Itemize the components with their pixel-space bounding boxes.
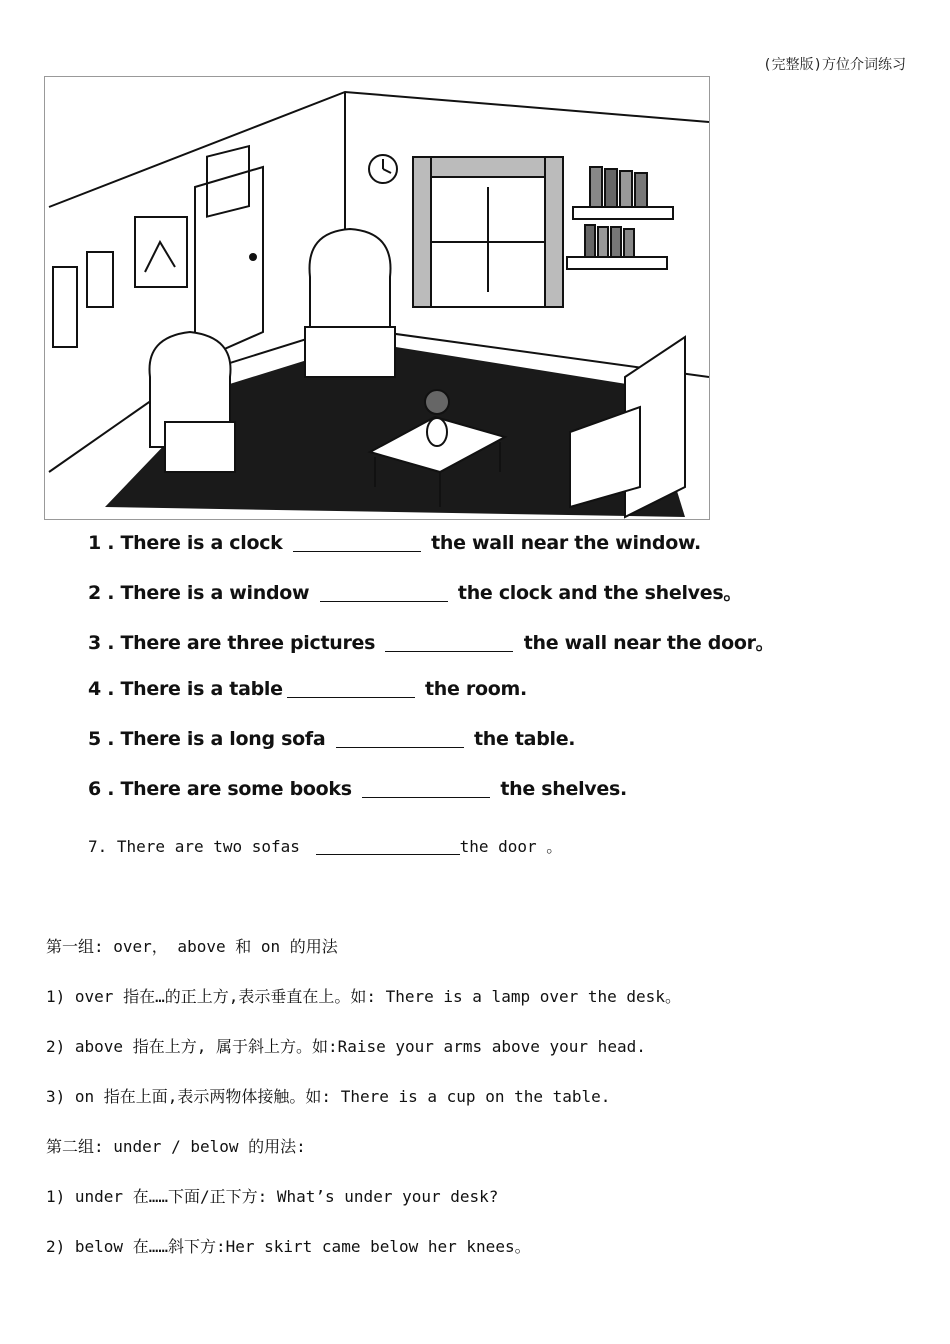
answer-blank[interactable]: [362, 796, 490, 798]
page-header: (完整版)方位介词练习: [763, 57, 906, 73]
answer-blank[interactable]: [287, 696, 415, 698]
answer-blank[interactable]: [293, 550, 421, 552]
note-group-1-title: 第一组: over， above 和 on 的用法: [46, 937, 338, 956]
note-above: 2) above 指在上方, 属于斜上方。如:Raise your arms above your head.: [46, 1037, 646, 1056]
door: [195, 146, 263, 362]
note-below: 2) below 在……斜下方:Her skirt came below her knees。: [46, 1237, 531, 1256]
shelves: [567, 167, 673, 269]
answer-blank[interactable]: [316, 853, 460, 855]
window: [413, 157, 563, 307]
question-5: 5 . There is a long sofa the table.: [88, 728, 576, 750]
answer-blank[interactable]: [320, 600, 448, 602]
clock: [369, 155, 397, 183]
long-sofa: [570, 337, 685, 517]
question-4: 4 . There is a table the room.: [88, 678, 527, 700]
answer-blank[interactable]: [385, 650, 513, 652]
question-1: 1 . There is a clock the wall near the window.: [88, 532, 701, 554]
answer-blank[interactable]: [336, 746, 464, 748]
wall-pictures: [53, 217, 187, 347]
note-over: 1) over 指在…的正上方,表示垂直在上。如: There is a lamp over the desk。: [46, 987, 681, 1006]
note-group-2-title: 第二组: under / below 的用法:: [46, 1137, 306, 1156]
room-illustration: [44, 76, 710, 520]
room-drawing: [45, 77, 709, 519]
question-7: 7. There are two sofas the door 。: [88, 837, 563, 856]
note-under: 1) under 在……下面/正下方: What’s under your desk?: [46, 1187, 499, 1206]
question-2: 2 . There is a window the clock and the shelves。: [88, 582, 743, 604]
note-on: 3) on 指在上面,表示两物体接触。如: There is a cup on the table.: [46, 1087, 611, 1106]
question-6: 6 . There are some books the shelves.: [88, 778, 627, 800]
question-3: 3 . There are three pictures the wall near the door。: [88, 632, 775, 654]
